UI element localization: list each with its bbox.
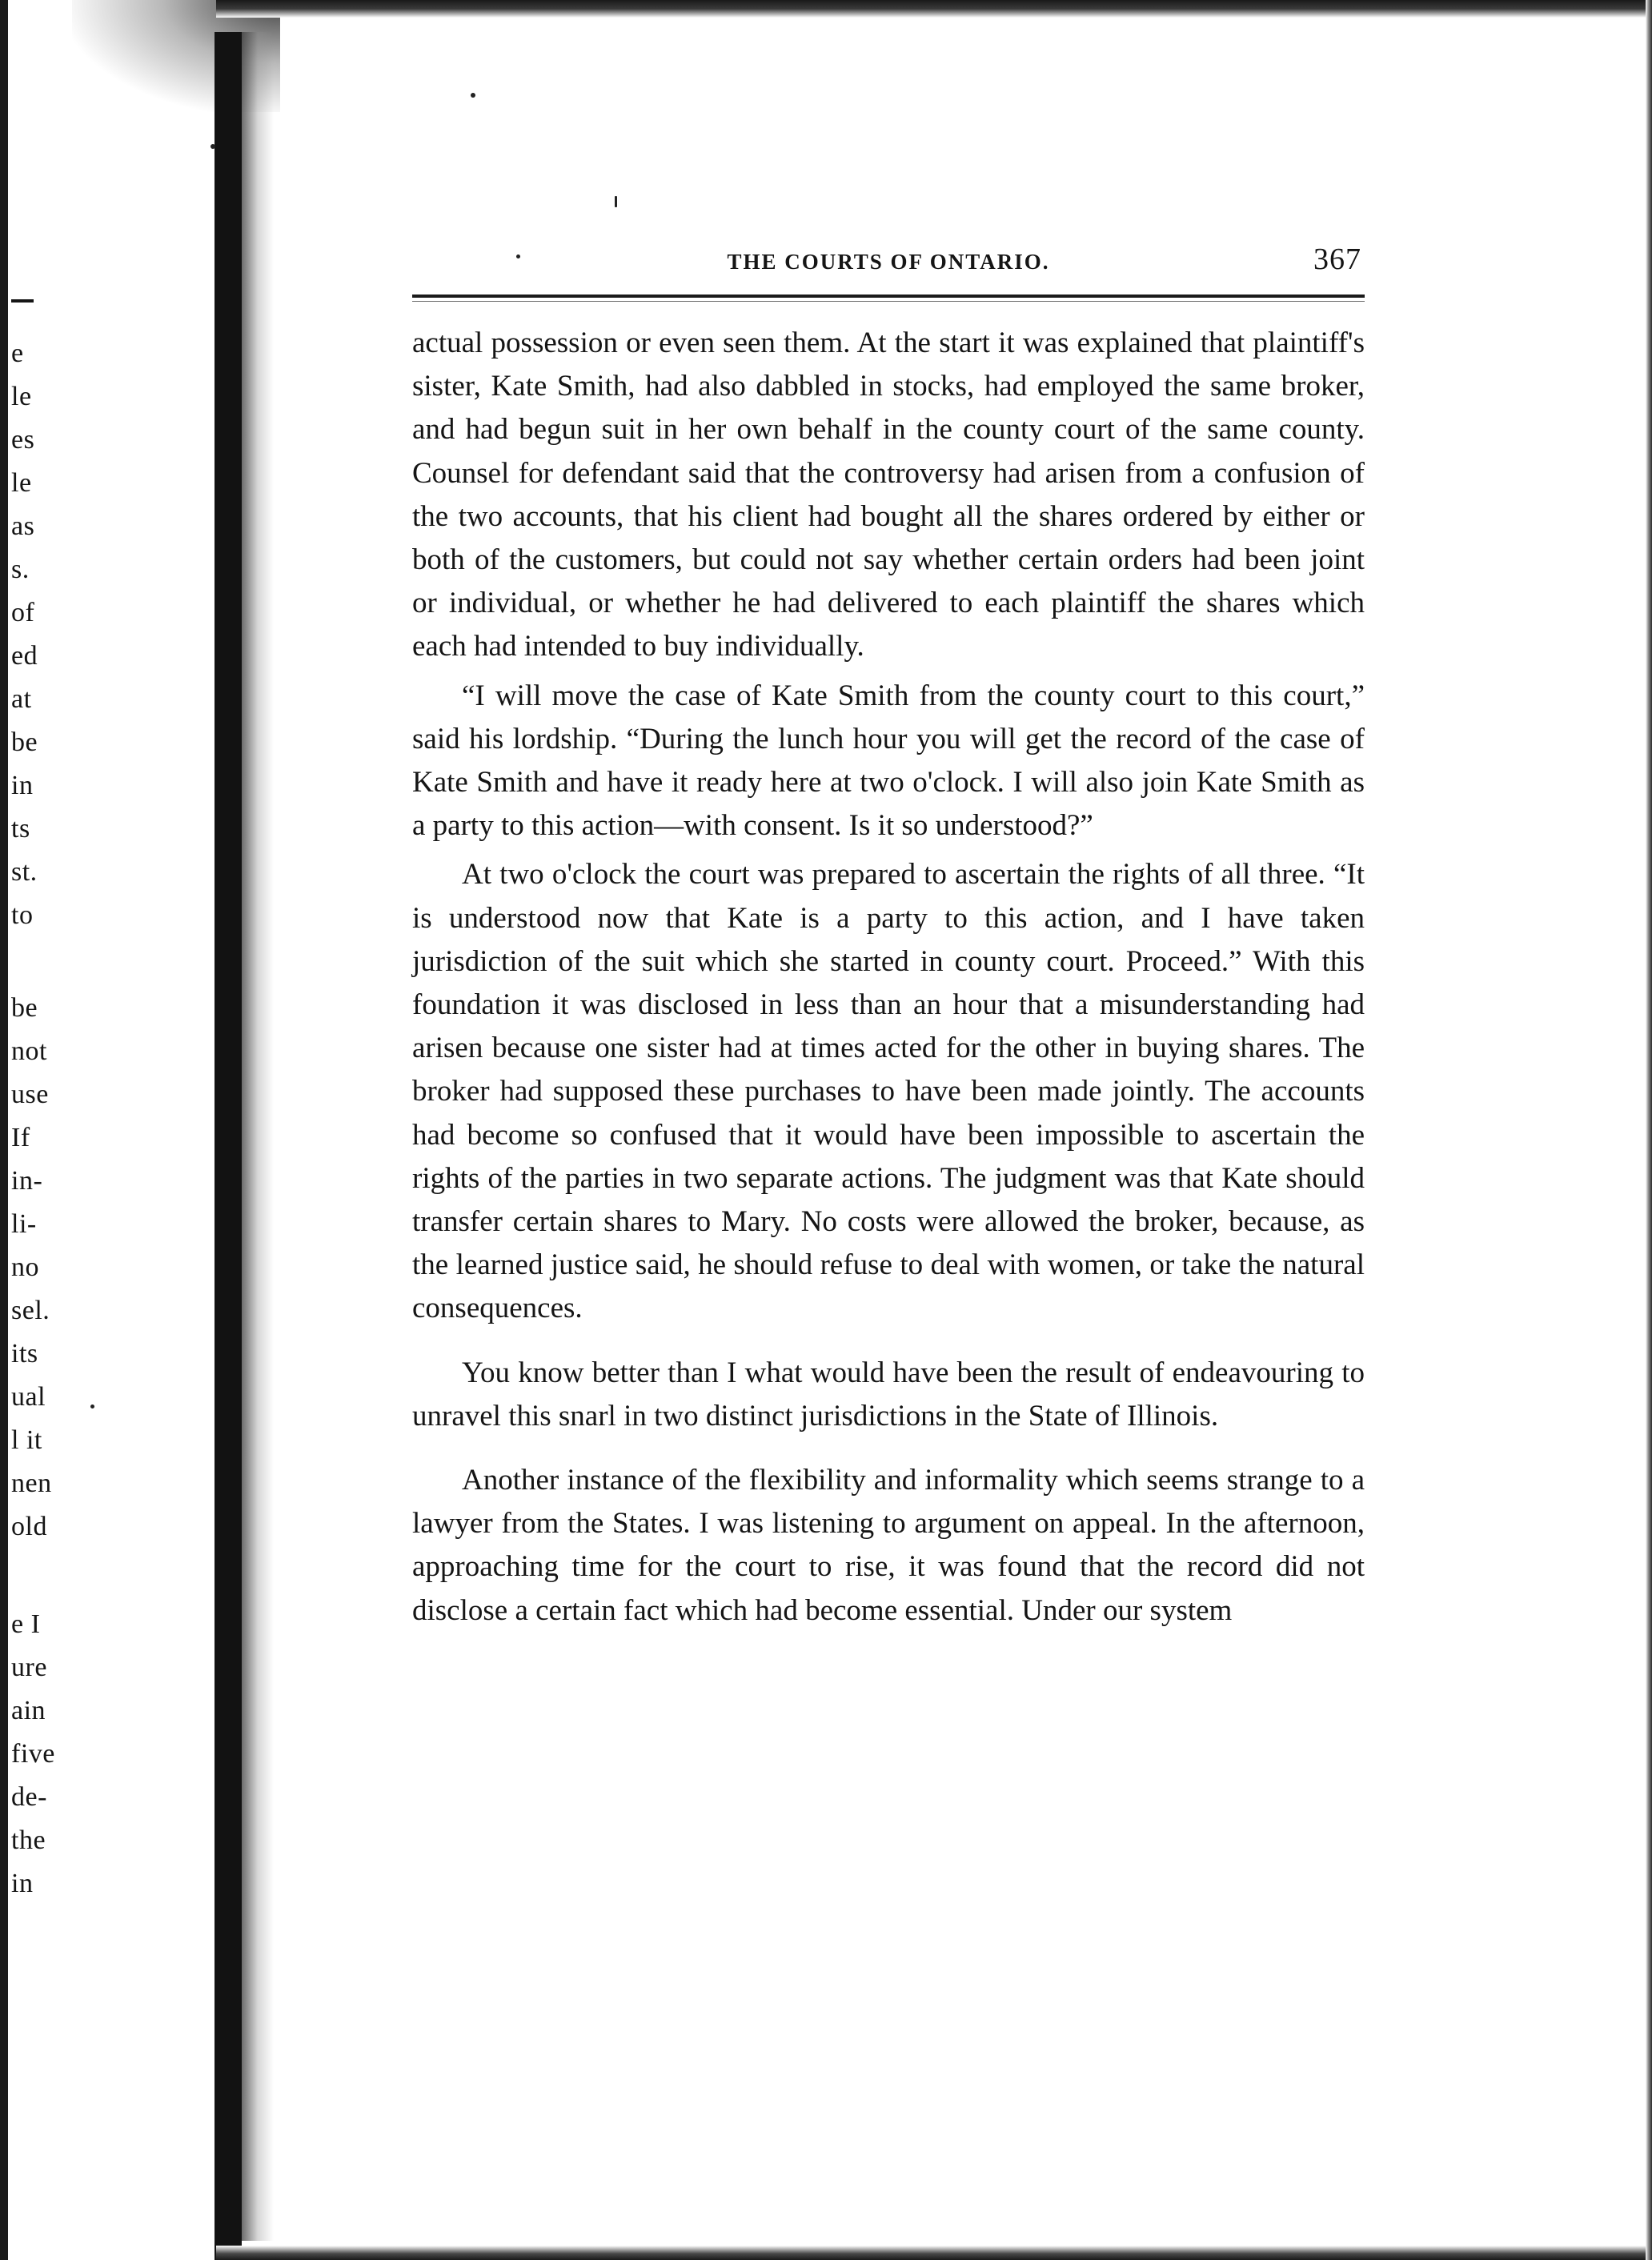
paragraph: actual possession or even seen them. At the start it was explained that plaintiff's sister, Kate Smith, had also dabbled in stocks, had employed the same broker, and had begun suit in her own behalf in the county court of the same county. Counsel for defendant said that the controversy had arisen from a confusion of the two accounts, that his client had bought all the shares ordered by either or both of the customers, but could not say whether certain orders had been joint or individual, or whether he had delivered to each plaintiff the shares which each had intended to buy individually. xyxy=(412,327,1365,663)
margin-fragment: use xyxy=(11,1080,49,1109)
paragraph: You know better than I what would have been the result of endeavouring to unravel this snarl in two distinct jurisdictions in the State of Illinois. xyxy=(412,1356,1365,1433)
margin-fragment: ure xyxy=(11,1653,47,1682)
margin-fragment: e I xyxy=(11,1609,41,1639)
margin-fragment: in xyxy=(11,1869,34,1898)
margin-fragment: de- xyxy=(11,1782,47,1812)
scan-left-edge xyxy=(0,0,8,2260)
speck xyxy=(471,93,475,98)
running-head: THE COURTS OF ONTARIO. xyxy=(727,250,1050,274)
margin-fragment: s. xyxy=(11,555,30,584)
facing-page-fragments xyxy=(11,288,203,1969)
speck xyxy=(615,196,617,207)
scan-right-edge xyxy=(1646,0,1652,2260)
speck xyxy=(211,144,215,149)
margin-fragment: not xyxy=(11,1036,47,1066)
margin-fragment: be xyxy=(11,993,38,1023)
margin-fragment: in- xyxy=(11,1166,43,1196)
margin-fragment: its xyxy=(11,1339,38,1368)
body-text xyxy=(412,322,1365,1633)
paragraph: At two o'clock the court was prepared to ascertain the rights of all three. “It is understood now that Kate is a party to this action, and I have taken jurisdiction of the suit which she started in county court. Proceed.” With this foundation it was disclosed in less than an hour that a misunderstanding had arisen because one sister had at times acted for the other in buying shares. The broker had supposed these purchases to have been made jointly. The accounts had become so confused that it would have been impossible to ascertain the rights of the parties in two separate actions. The judgment was that Kate should transfer certain shares to Mary. No costs were allowed the broker, because, as the learned justice said, he should refuse to deal with women, or take the natural consequences. xyxy=(412,858,1365,1325)
margin-fragment: le xyxy=(11,468,32,498)
page-gutter-shadow xyxy=(242,32,274,2241)
margin-fragment: es xyxy=(11,425,35,455)
book-spine xyxy=(215,32,242,2260)
margin-fragment: e xyxy=(11,339,24,368)
scan-bottom-edge xyxy=(216,2246,1652,2260)
margin-fragment: le xyxy=(11,382,32,411)
margin-fragment: ed xyxy=(11,641,38,671)
margin-fragment: be xyxy=(11,727,38,757)
margin-fragment: If xyxy=(11,1123,30,1152)
scan-top-edge xyxy=(216,0,1652,18)
page-header xyxy=(412,238,1365,287)
margin-fragment: ain xyxy=(11,1696,46,1725)
margin-fragment: li- xyxy=(11,1209,37,1239)
margin-fragment: no xyxy=(11,1252,39,1282)
page-number: 367 xyxy=(1313,242,1361,276)
margin-fragment: at xyxy=(11,684,32,714)
margin-fragment: the xyxy=(11,1825,46,1855)
header-rule-thin xyxy=(412,301,1365,302)
paragraph: “I will move the case of Kate Smith from the county court to this court,” said his lordship. “During the lunch hour you will get the record of the case of Kate Smith and have it ready here at two o'clock. I will also join Kate Smith as a party to this action—with consent. Is it so understood?” xyxy=(412,679,1365,843)
margin-fragment: five xyxy=(11,1739,55,1769)
margin-dash xyxy=(11,299,34,303)
margin-fragment: l it xyxy=(11,1425,42,1455)
margin-fragment: st. xyxy=(11,857,38,887)
paragraph: Another instance of the flexibility and informality which seems strange to a lawyer from the States. I was listening to argument on appeal. In the afternoon, approaching time for the court to rise, it was found that the record did not disclose a certain fact which had become essential. Under our system xyxy=(412,1464,1365,1627)
margin-fragment: nen xyxy=(11,1469,52,1498)
margin-fragment: to xyxy=(11,900,34,930)
margin-fragment: ual xyxy=(11,1382,46,1412)
margin-fragment: as xyxy=(11,511,35,541)
margin-fragment: of xyxy=(11,598,35,627)
margin-fragment: sel. xyxy=(11,1296,50,1325)
margin-fragment: old xyxy=(11,1512,47,1541)
margin-fragment: ts xyxy=(11,814,30,843)
margin-fragment: in xyxy=(11,771,34,800)
header-rule xyxy=(412,295,1365,298)
